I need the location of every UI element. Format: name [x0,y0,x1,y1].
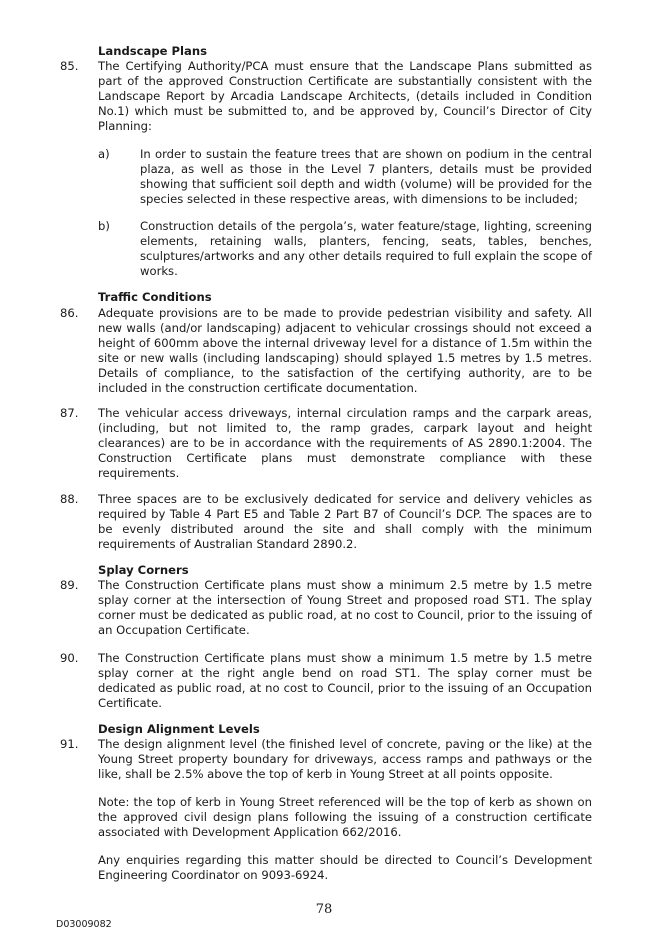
document-id: D03009082 [56,919,112,930]
condition-91-text: The design alignment level (the finished level of concrete, paving or the like) at the Young Street property boundary for driveways, access ramps and pathways or the like, shall be 2.5% above the top of kerb in Young Street at all points opposite. [98,737,592,782]
condition-91-note: Note: the top of kerb in Young Street referenced will be the top of kerb as shown on the approved civil design plans following the issuing of a construction certificate associated with Development Application 662/2016. [98,795,592,840]
condition-number-88: 88. [60,492,79,506]
condition-85-text: The Certifying Authority/PCA must ensure that the Landscape Plans submitted as part of the approved Construction Certificate are substantially consistent with the Landscape Report by Arcadia Landscape Architects, (details included in Condition No.1) which must be submitted to, and be approved by, Council’s Director of City Planning: [98,59,592,134]
condition-number-86: 86. [60,306,79,320]
condition-88-text: Three spaces are to be exclusively dedicated for service and delivery vehicles as required by Table 4 Part E5 and Table 2 Part B7 of Council’s DCP. The spaces are to be evenly distributed around the site and shall comply with the minimum requirements of Australian Standard 2890.2. [98,492,592,552]
condition-number-89: 89. [60,578,79,592]
sub-item-a-text: In order to sustain the feature trees that are shown on podium in the central plaza, as well as those in the Level 7 planters, details must be provided showing that sufficient soil depth and width (volume) will be provided for the species selected in these respective areas, with dimensions to be included; [140,147,592,207]
condition-number-87: 87. [60,406,79,420]
section-heading-traffic-conditions: Traffic Conditions [98,290,212,304]
condition-90-text: The Construction Certificate plans must show a minimum 1.5 metre by 1.5 metre splay corner at the right angle bend on road ST1. The splay corner must be dedicated as public road, at no cost to Council, prior to the issuing of an Occupation Certificate. [98,651,592,711]
condition-number-90: 90. [60,651,79,665]
sub-item-b-label: b) [98,219,110,233]
condition-number-85: 85. [60,59,79,73]
condition-number-91: 91. [60,737,79,751]
page-number: 78 [315,902,333,917]
sub-item-a-label: a) [98,147,110,161]
condition-87-text: The vehicular access driveways, internal circulation ramps and the carpark areas, (including, but not limited to, the ramp grades, carpark layout and height clearances) are to be in accordance with the requirements of AS 2890.1:2004. The Construction Certificate plans must demonstrate compliance with these requirements. [98,406,592,481]
condition-86-text: Adequate provisions are to be made to provide pedestrian visibility and safety. All new walls (and/or landscaping) adjacent to vehicular crossings should not exceed a height of 600mm above the internal driveway level for a distance of 1.5m within the site or new walls (including landscaping) should splayed 1.5 metres by 1.5 metres. Details of compliance, to the satisfaction of the certifying authority, are to be included in the construction certificate documentation. [98,306,592,396]
sub-item-b-text: Construction details of the pergola’s, water feature/stage, lighting, screening elements, retaining walls, planters, fencing, seats, tables, benches, sculptures/artworks and any other details required to full explain the scope of works. [140,219,592,279]
condition-89-text: The Construction Certificate plans must show a minimum 2.5 metre by 1.5 metre splay corner at the intersection of Young Street and proposed road ST1. The splay corner must be dedicated as public road, at no cost to Council, prior to the issuing of an Occupation Certificate. [98,578,592,638]
section-heading-landscape-plans: Landscape Plans [98,44,208,58]
section-heading-splay-corners: Splay Corners [98,563,189,577]
section-heading-design-alignment-levels: Design Alignment Levels [98,722,260,736]
condition-91-enquiries: Any enquiries regarding this matter should be directed to Council’s Development Engineering Coordinator on 9093-6924. [98,853,592,883]
